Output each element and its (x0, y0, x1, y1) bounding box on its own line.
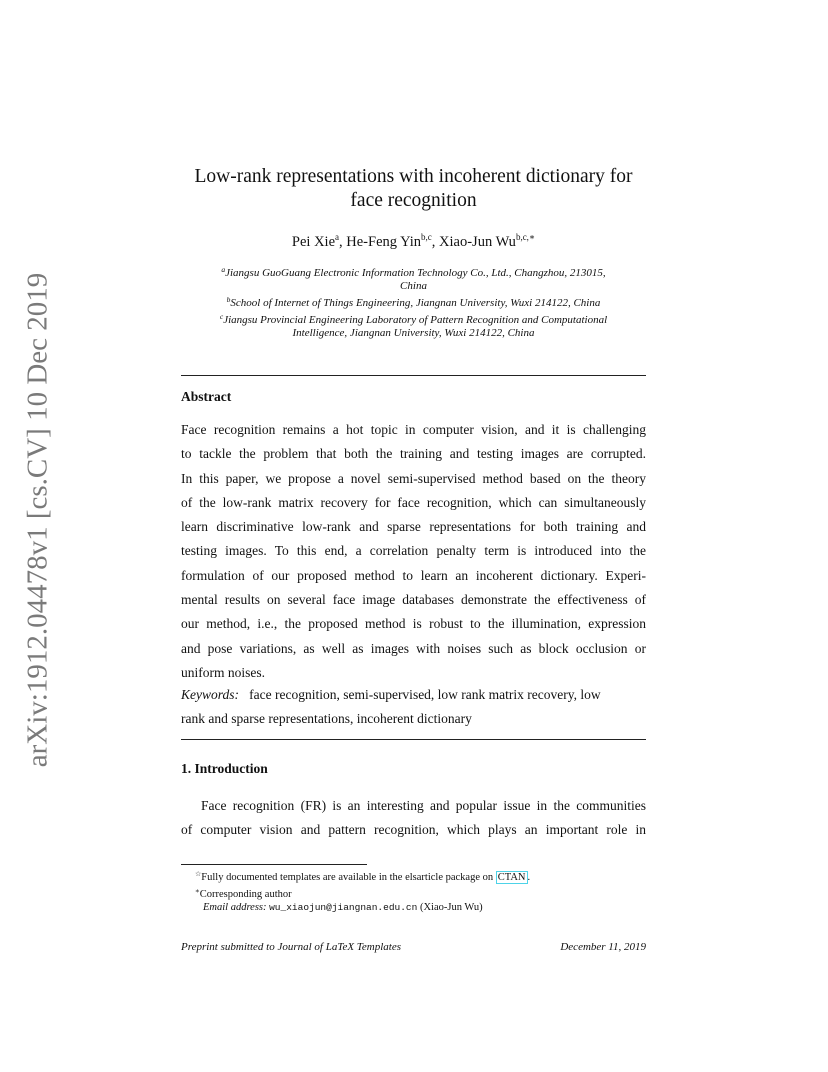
keywords-line-1 (181, 683, 646, 707)
footnote-mark: ∗ (195, 886, 200, 895)
keywords (181, 683, 646, 732)
affil-text: School of Internet of Things Engineering, Jiangnan University, Wuxi 214122, China (230, 297, 601, 309)
email-address: wu_xiaojun@jiangnan.edu.cn (269, 902, 418, 913)
affiliations (181, 263, 646, 340)
affil-mark: c (219, 312, 224, 321)
abstract-line: our method, i.e., the proposed method is robust to the illumination, expression (181, 616, 646, 632)
affil-text: Jiangsu GuoGuang Electronic Information Technology Co., Ltd., Changzhou, 213015, (225, 267, 606, 279)
title-line-1: Low-rank representations with incoherent dictionary for (194, 166, 633, 187)
abstract-line: uniform noises. (181, 664, 265, 680)
intro-line: of computer vision and pattern recognition, which plays an important role in (181, 822, 646, 838)
intro-line: Face recognition (FR) is an interesting and popular issue in the communities (201, 798, 646, 813)
affil-mark: a (221, 265, 226, 274)
footnote-email (195, 901, 530, 915)
affiliation (181, 263, 646, 280)
intro-heading: 1. Introduction (181, 761, 268, 776)
abstract-heading: Abstract (181, 389, 232, 404)
abstract-line: learn discriminative low-rank and sparse representations for both training and (181, 519, 646, 535)
abstract-bottom-rule (181, 739, 646, 740)
title-line-2: face recognition (350, 190, 477, 211)
affil-text: Jiangsu Provincial Engineering Laboratory of Pattern Recognition and Computational (223, 314, 608, 326)
author-affil-mark: a (335, 232, 340, 242)
abstract-line: to tackle the problem that both the training and testing images are corrupted. (181, 446, 646, 462)
footnote-text: Fully documented templates are available in the elsarticle package on (201, 872, 496, 883)
footnotes (195, 868, 530, 915)
email-label: Email address: (203, 902, 267, 913)
email-owner: (Xiao-Jun Wu) (419, 902, 483, 913)
footnote-template (195, 868, 530, 885)
affiliation (181, 293, 646, 310)
author-name: Pei Xie (291, 234, 336, 250)
affil-text-cont: China (400, 280, 427, 292)
paper-title (181, 165, 646, 213)
footnote-end: . (527, 872, 531, 883)
intro-body (181, 794, 646, 843)
author-list: Pei Xie$^a$, He-Feng Yin$^{b,c}$, Xiao-Jun $Wu^{b,c,∗}$ (291, 232, 536, 250)
footnote-mark: ☆ (195, 870, 202, 878)
keywords-label: Keywords: (181, 687, 239, 702)
author-name: Xiao-Jun Wu (439, 234, 516, 250)
abstract-line: In this paper, we propose a novel semi-supervised method based on the theory (181, 470, 646, 486)
abstract-line: mental results on several face image databases demonstrate the effectiveness of (181, 592, 646, 608)
abstract-line: testing images. To this end, a correlation penalty term is introduced into the (181, 543, 646, 559)
abstract-top-rule (181, 375, 646, 376)
keywords-text: face recognition, semi-supervised, low rank matrix recovery, low (249, 687, 601, 702)
preprint-date: December 11, 2019 (560, 941, 646, 953)
footnote-rule (181, 864, 367, 865)
author-name: He-Feng Yin (346, 234, 422, 250)
abstract-line: Face recognition remains a hot topic in computer vision, and it is challenging (181, 422, 646, 437)
abstract-line: and pose variations, as well as images with noises such as block occlusion or (181, 640, 646, 656)
affil-mark: b (226, 295, 231, 304)
abstract-line: formulation of our proposed method to learn an incoherent dictionary. Experi- (181, 567, 646, 583)
arxiv-identifier: arXiv:1912.04478v1 [cs.CV] 10 Dec 2019 (21, 272, 54, 768)
abstract-line: of the low-rank matrix recovery for face recognition, which can simultaneously (181, 494, 646, 510)
affiliation (181, 310, 646, 327)
affil-text-cont: Intelligence, Jiangnan University, Wuxi 214122, China (292, 327, 535, 339)
footnote-text: Corresponding author (199, 888, 292, 900)
keywords-line-2: rank and sparse representations, incoherent dictionary (181, 711, 472, 727)
footnote-corresponding (195, 885, 530, 902)
preprint-note: Preprint submitted to Journal of LaTeX Templates (181, 941, 402, 953)
abstract-body (181, 418, 646, 685)
author-affil-mark: b,c (421, 232, 432, 242)
author-affil-mark: b,c,∗ (515, 232, 536, 242)
ctan-link[interactable]: CTAN (497, 872, 526, 883)
